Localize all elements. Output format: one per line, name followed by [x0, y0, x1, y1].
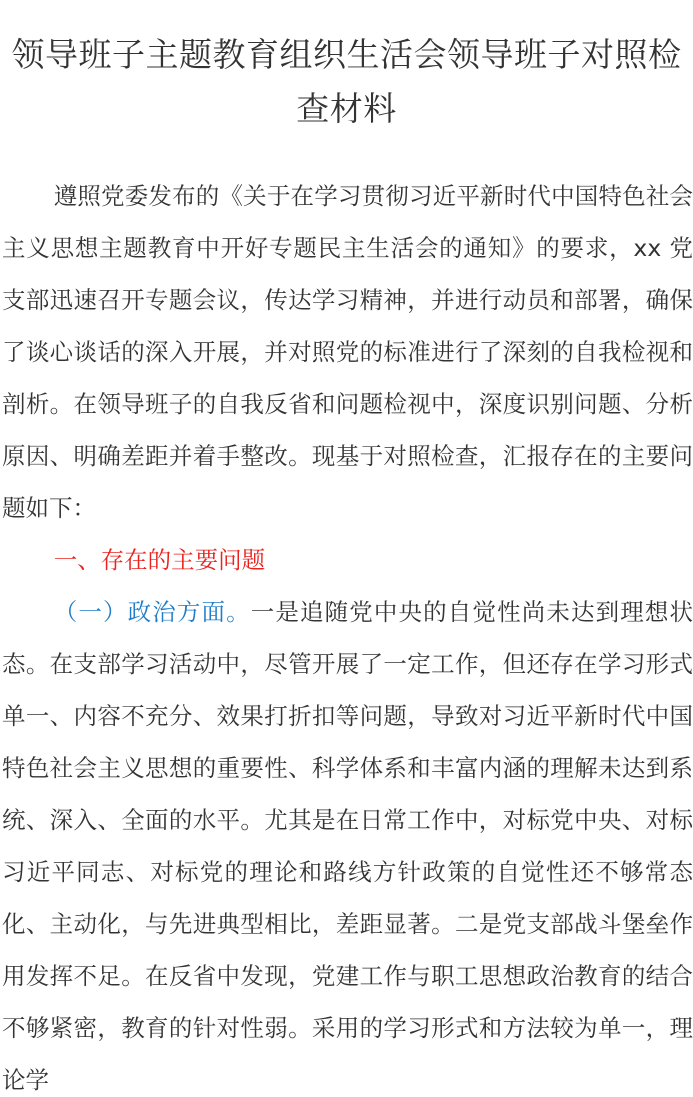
subsection-body: 一是追随党中央的自觉性尚未达到理想状态。在支部学习活动中，尽管开展了一定工作，但还存在学习形式单一、内容不充分、效果打折扣等问题，导致对习近平新时代中国特色社会主义思想的重要性、科学体系和丰富内涵的理解未达到系统、深入、全面的水平。尤其是在日常工作中，对标党中央、对标习近平同志、对标党的理论和路线方针政策的自觉性还不够常态化、主动化，与先进典型相比，差距显著。二是党支部战斗堡垒作用发挥不足。在反省中发现，党建工作与职工思想政治教育的结合不够紧密，教育的针对性弱。采用的学习形式和方法较为单一，理论学: [2, 598, 693, 1094]
subsection-heading: （一）政治方面。: [53, 598, 251, 626]
section-heading: 一、存在的主要问题: [53, 546, 266, 574]
subsection-paragraph: [0, 586, 693, 1097]
intro-paragraph: 遵照党委发布的《关于在学习贯彻习近平新时代中国特色社会主义思想主题教育中开好专题民主生活会的通知》的要求，xx 党支部迅速召开专题会议，传达学习精神，并进行动员和部署，确保了谈心谈话的深入开展，并对照党的标准进行了深刻的自我检视和剖析。在领导班子的自我反省和问题检视中，深度识别问题、分析原因、明确差距并着手整改。现基于对照检查，汇报存在的主要问题如下：: [2, 182, 693, 522]
document-title: 领导班子主题教育组织生活会领导班子对照检查材料: [11, 35, 682, 128]
